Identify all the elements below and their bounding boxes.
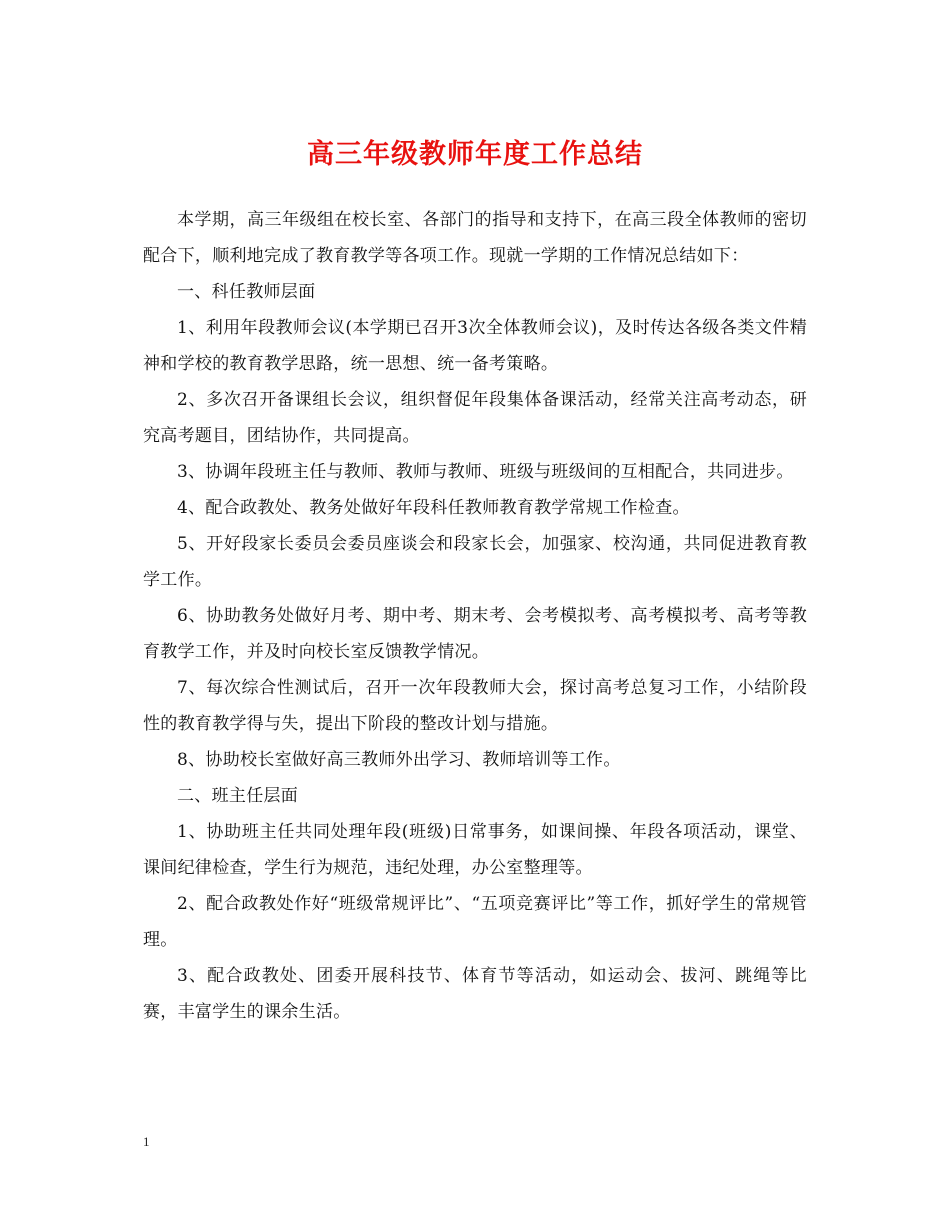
list-item: 1、协助班主任共同处理年段(班级)日常事务，如课间操、年段各项活动，课堂、课间纪律检查，学生行为规范，违纪处理，办公室整理等。 bbox=[143, 822, 807, 878]
list-item: 8、协助校长室做好高三教师外出学习、教师培训等工作。 bbox=[177, 750, 621, 770]
list-item: 5、开好段家长委员会委员座谈会和段家长会，加强家、校沟通，共同促进教育教学工作。 bbox=[143, 534, 807, 590]
page-number: 1 bbox=[143, 1134, 150, 1149]
document-body bbox=[143, 202, 807, 1030]
document-title: 高三年级教师年度工作总结 bbox=[307, 139, 643, 170]
list-item: 6、协助教务处做好月考、期中考、期末考、会考模拟考、高考模拟考、高考等教育教学工作，并及时向校长室反馈教学情况。 bbox=[143, 606, 807, 662]
section-heading-class-teachers: 二、班主任层面 bbox=[177, 786, 299, 806]
list-item: 3、协调年段班主任与教师、教师与教师、班级与班级间的互相配合，共同进步。 bbox=[177, 462, 794, 482]
list-item: 2、多次召开备课组长会议，组织督促年段集体备课活动，经常关注高考动态，研究高考题目，团结协作，共同提高。 bbox=[143, 390, 807, 446]
intro-paragraph: 本学期，高三年级组在校长室、各部门的指导和支持下，在高三段全体教师的密切配合下，顺利地完成了教育教学等各项工作。现就一学期的工作情况总结如下： bbox=[143, 210, 807, 266]
list-item: 3、配合政教处、团委开展科技节、体育节等活动，如运动会、拔河、跳绳等比赛，丰富学生的课余生活。 bbox=[143, 966, 807, 1022]
list-item: 1、利用年段教师会议(本学期已召开3次全体教师会议)，及时传达各级各类文件精神和学校的教育教学思路，统一思想、统一备考策略。 bbox=[143, 318, 807, 374]
list-item: 2、配合政教处作好“班级常规评比”、“五项竞赛评比”等工作，抓好学生的常规管理。 bbox=[143, 894, 807, 950]
list-item: 4、配合政教处、教务处做好年段科任教师教育教学常规工作检查。 bbox=[177, 498, 690, 518]
section-heading-subject-teachers: 一、科任教师层面 bbox=[177, 282, 316, 302]
list-item: 7、每次综合性测试后，召开一次年段教师大会，探讨高考总复习工作，小结阶段性的教育教学得与失，提出下阶段的整改计划与措施。 bbox=[143, 678, 807, 734]
